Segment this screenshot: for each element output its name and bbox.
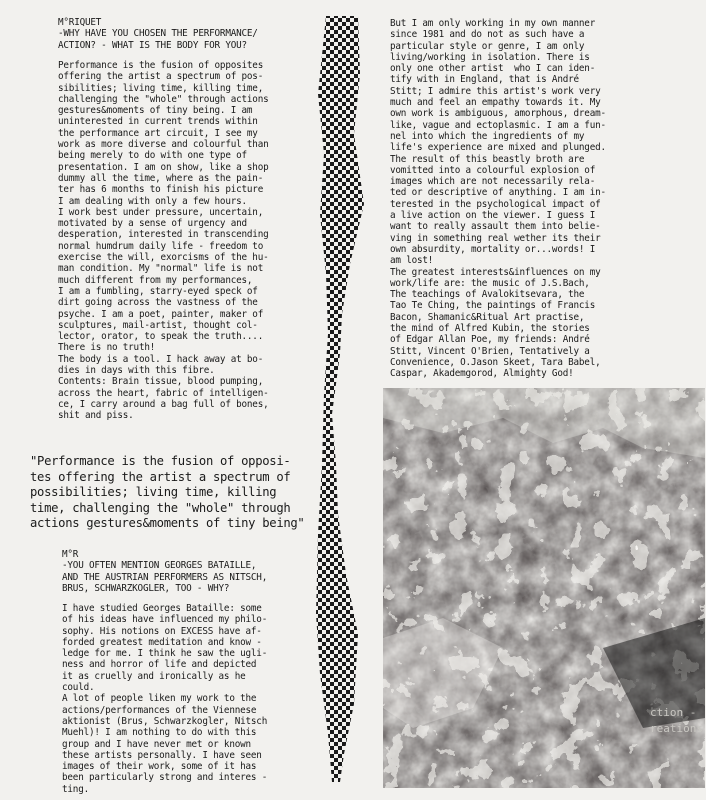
speaker-label: M°R xyxy=(62,549,79,560)
pull-quote: "Performance is the fusion of opposi- tes offering the artist a spectrum of possibilities; living time, killing time, challenging the "whole" through actions gestures&moments of tiny being" xyxy=(30,454,305,531)
question-heading: -YOU OFTEN MENTION GEORGES BATAILLE, AND THE AUSTRIAN PERFORMERS AS NITSCH, BRUS, SCHWARZKOGLER, TOO - WHY? xyxy=(62,560,268,594)
column2-text: But I am only working in my own manner since 1981 and do not as such have a particular style or genre, I am only living/working in isolation. There is only one other artist who I can iden- tify with in England, that is André Stitt; I admire this artist's work very much and feel an empathy towards it. My own work is ambiguous, amorphous, dream- like, vague and ectoplasmic. I am a fun- nel into which the ingredients of my life's experience are mixed and plunged. The result of this beastly broth are vomitted into a colourful explosion of images which are not necessarily rela- ted or descriptive of anything. I am in- terested in the psychological impact of a live action on the viewer. I guess I want to really assault them into belie- ving in something real wether its their own absurdity, mortality or...words! I am lost! The greatest interests&influences on my work/life are: the music of J.S.Bach, The teachings of Avalokitsevara, the Tao Te Ching, the paintings of Francis Bacon, Shamanic&Ritual Art practise, the mind of Alfred Kubin, the stories of Edgar Allan Poe, my friends: André Stitt, Vincent O'Brien, Tentatively a Convenience, O.Jason Skeet, Tara Babel, Caspar, Akademgorod, Almighty God! xyxy=(390,18,606,380)
speaker-label: M°RIQUET xyxy=(58,17,102,28)
halftone-checker-strip xyxy=(310,14,372,784)
interview1-header xyxy=(58,17,258,51)
answer-text: Performance is the fusion of opposites offering the artist a spectrum of pos- sibilities; living time, killing time, challenging the "whole" through actions gestures&moments of tiny being. I am uninterested in current trends within the performance art circuit, I see my work as more diverse and colourful than being merely to do with one type of presentation. I am on show, like a shop dummy all the time, where as the pain- ter has 6 months to finish his picture I am dealing with only a few hours. I work best under pressure, uncertain, motivated by a sense of urgency and desperation, interested in transcending normal humdrum daily life - freedom to exercise the will, exorcisms of the hu- man condition. My "normal" life is not much different from my performances, I am a fumbling, starry-eyed speck of dirt going across the vastness of the psyche. I am a poet, painter, maker of sculptures, mail-artist, thought col- lector, orator, to speak the truth.... There is no truth! The body is a tool. I hack away at bo- dies in days with this fibre. Contents: Brain tissue, blood pumping, across the heart, fabric of intelligen- ce, I carry around a bag full of bones, shit and piss. xyxy=(58,60,269,422)
interview2-header xyxy=(62,549,267,594)
show-through-text: ction - reations xyxy=(650,706,703,735)
question-heading: -WHY HAVE YOU CHOSEN THE PERFORMANCE/ ACTION? - WHAT IS THE BODY FOR YOU? xyxy=(58,28,258,51)
answer-text: I have studied Georges Bataille: some of his ideas have influenced my philo- sophy. His notions on EXCESS have af- forded greatest meditation and know - ledge for me. I think he saw the ugli- ness and horror of life and depicted it as cruelly and ironically as he could. A lot of people liken my work to the actions/performances of the Viennese aktionist (Brus, Schwarzkogler, Nitsch Muehl)! I am nothing to do with this group and I have never met or known these artists personally. I have seen images of their work, some of it has been particularly strong and interes - ting. xyxy=(62,603,268,795)
